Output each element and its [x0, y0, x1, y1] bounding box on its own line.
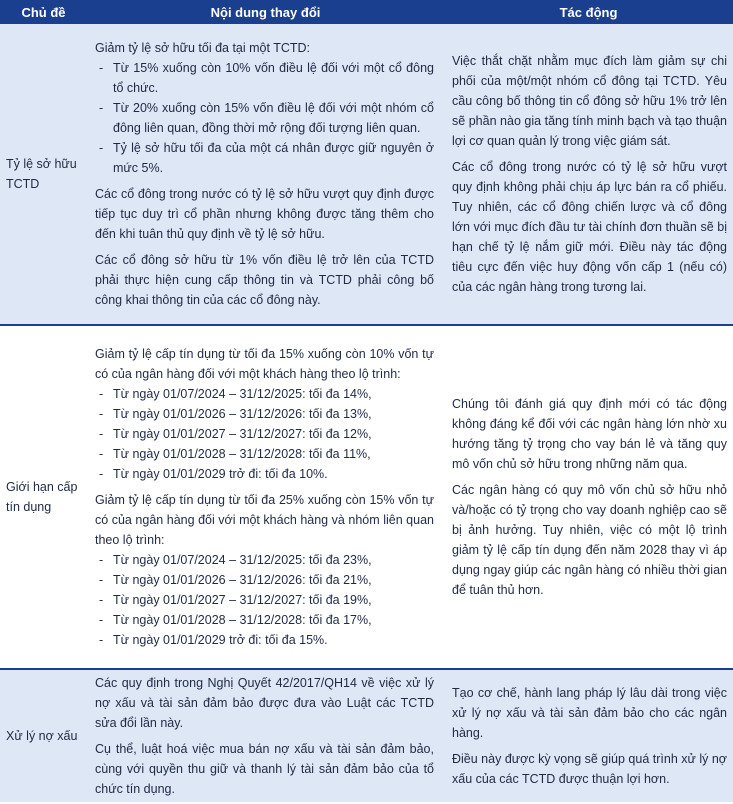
paragraph: Điều này được kỳ vọng sẽ giúp quá trình xử lý nợ xấu của các TCTD được thuận lợi hơn.: [452, 752, 727, 786]
dash-list: [95, 384, 434, 484]
dash-list: [95, 550, 434, 650]
impact-cell: [444, 669, 733, 802]
header-topic: Chủ đề: [0, 0, 87, 24]
list-item: - Từ ngày 01/01/2026 – 31/12/2026: tối đa 21%,: [95, 570, 434, 590]
paragraph: Giảm tỷ lệ sở hữu tối đa tại một TCTD:: [95, 41, 311, 55]
paragraph: Chúng tôi đánh giá quy định mới có tác động không đáng kể đối với các ngân hàng lớn nhờ xu hướng tăng tỷ trọng cho vay bán lẻ và tăng quy mô vốn chủ sở hữu trong những năm qua.: [452, 397, 727, 471]
impact-cell: [444, 24, 733, 325]
impact-cell: [444, 325, 733, 669]
paragraph: Việc thắt chặt nhằm mục đích làm giảm sự chi phối của một/một nhóm cổ đông tại TCTD. Yêu cầu công bố thông tin cổ đông sở hữu 1% trở lên sẽ phần nào gia tăng tính minh bạch và tạo thuận lợi cơ quan quản lý trong việc giám sát.: [452, 54, 727, 148]
header-changes: Nội dung thay đổi: [87, 0, 444, 24]
table-row: [0, 325, 733, 669]
table-row: [0, 669, 733, 802]
header-impact: Tác động: [444, 0, 733, 24]
list-item: - Từ ngày 01/01/2028 – 31/12/2028: tối đa 11%,: [95, 444, 434, 464]
paragraph: Cụ thể, luật hoá việc mua bán nợ xấu và tài sản đảm bảo, cùng với quyền thu giữ và thanh lý tài sản đảm bảo của tổ chức tín dụng.: [95, 742, 434, 796]
list-item: - Từ ngày 01/07/2024 – 31/12/2025: tối đa 14%,: [95, 384, 434, 404]
header-row: [0, 0, 733, 24]
list-item: - Từ ngày 01/01/2029 trở đi: tối đa 15%.: [95, 630, 434, 650]
list-item: - Từ ngày 01/01/2027 – 31/12/2027: tối đa 19%,: [95, 590, 434, 610]
paragraph: Các cổ đông trong nước có tỷ lệ sở hữu vượt quy định được tiếp tục duy trì cổ phần nhưng không được tăng thêm cho đến khi tuân thủ quy định về tỷ lệ sở hữu.: [95, 187, 434, 241]
list-item: - Từ ngày 01/07/2024 – 31/12/2025: tối đa 23%,: [95, 550, 434, 570]
table-row: [0, 24, 733, 325]
list-item: - Tỷ lệ sở hữu tối đa của một cá nhân được giữ nguyên ở mức 5%.: [95, 138, 434, 178]
list-item: - Từ ngày 01/01/2029 trở đi: tối đa 10%.: [95, 464, 434, 484]
paragraph: Giảm tỷ lệ cấp tín dụng từ tối đa 25% xuống còn 15% vốn tự có của ngân hàng đối với một khách hàng và nhóm liên quan theo lộ trình:: [95, 493, 434, 547]
paragraph: Tạo cơ chế, hành lang pháp lý lâu dài trong việc xử lý nợ xấu và tài sản đảm bảo cho các ngân hàng.: [452, 686, 727, 740]
topic-cell: Giới hạn cấp tín dụng: [0, 325, 87, 669]
paragraph: Các cổ đông trong nước có tỷ lệ sở hữu vượt quy định không phải chịu áp lực bán ra cổ phiếu. Tuy nhiên, các cổ đông chiến lược và cổ đông lớn với mục đích đầu tư tài chính đơn thuần sẽ bị hạn chế tỷ lệ nắm giữ mới. Điều này tác động tiêu cực đến việc huy động vốn cấp 1 (nếu có) của các ngân hàng trong tương lai.: [452, 160, 727, 294]
list-item: - Từ ngày 01/01/2026 – 31/12/2026: tối đa 13%,: [95, 404, 434, 424]
changes-cell: [87, 669, 444, 802]
changes-cell: [87, 325, 444, 669]
topic-cell: Xử lý nợ xấu: [0, 669, 87, 802]
list-item: - Từ ngày 01/01/2028 – 31/12/2028: tối đa 17%,: [95, 610, 434, 630]
changes-cell: [87, 24, 444, 325]
topic-cell: Tỷ lệ sở hữu TCTD: [0, 24, 87, 325]
list-item: - Từ 15% xuống còn 10% vốn điều lệ đối với một cổ đông tổ chức.: [95, 58, 434, 98]
paragraph: Các ngân hàng có quy mô vốn chủ sở hữu nhỏ và/hoặc có tỷ trọng cho vay doanh nghiệp cao sẽ bị ảnh hưởng. Tuy nhiên, việc có một lộ trình giảm tỷ lệ cấp tín dụng đến năm 2028 thay vì áp dụng ngay giúp các ngân hàng có nhiều thời gian để tuân thủ hơn.: [452, 483, 727, 597]
paragraph: Giảm tỷ lệ cấp tín dụng từ tối đa 15% xuống còn 10% vốn tự có của ngân hàng đối với một khách hàng theo lộ trình:: [95, 347, 434, 381]
paragraph: Các quy định trong Nghị Quyết 42/2017/QH14 về việc xử lý nợ xấu và tài sản đảm bảo được đưa vào Luật các TCTD sửa đổi lần này.: [95, 676, 434, 730]
dash-list: [95, 58, 434, 178]
list-item: - Từ 20% xuống còn 15% vốn điều lệ đối với một nhóm cổ đông liên quan, đồng thời mở rộng đối tượng liên quan.: [95, 98, 434, 138]
list-item: - Từ ngày 01/01/2027 – 31/12/2027: tối đa 12%,: [95, 424, 434, 444]
paragraph: Các cổ đông sở hữu từ 1% vốn điều lệ trở lên của TCTD phải thực hiện cung cấp thông tin và TCTD phải công bố công khai thông tin của các cổ đông này.: [95, 253, 434, 307]
